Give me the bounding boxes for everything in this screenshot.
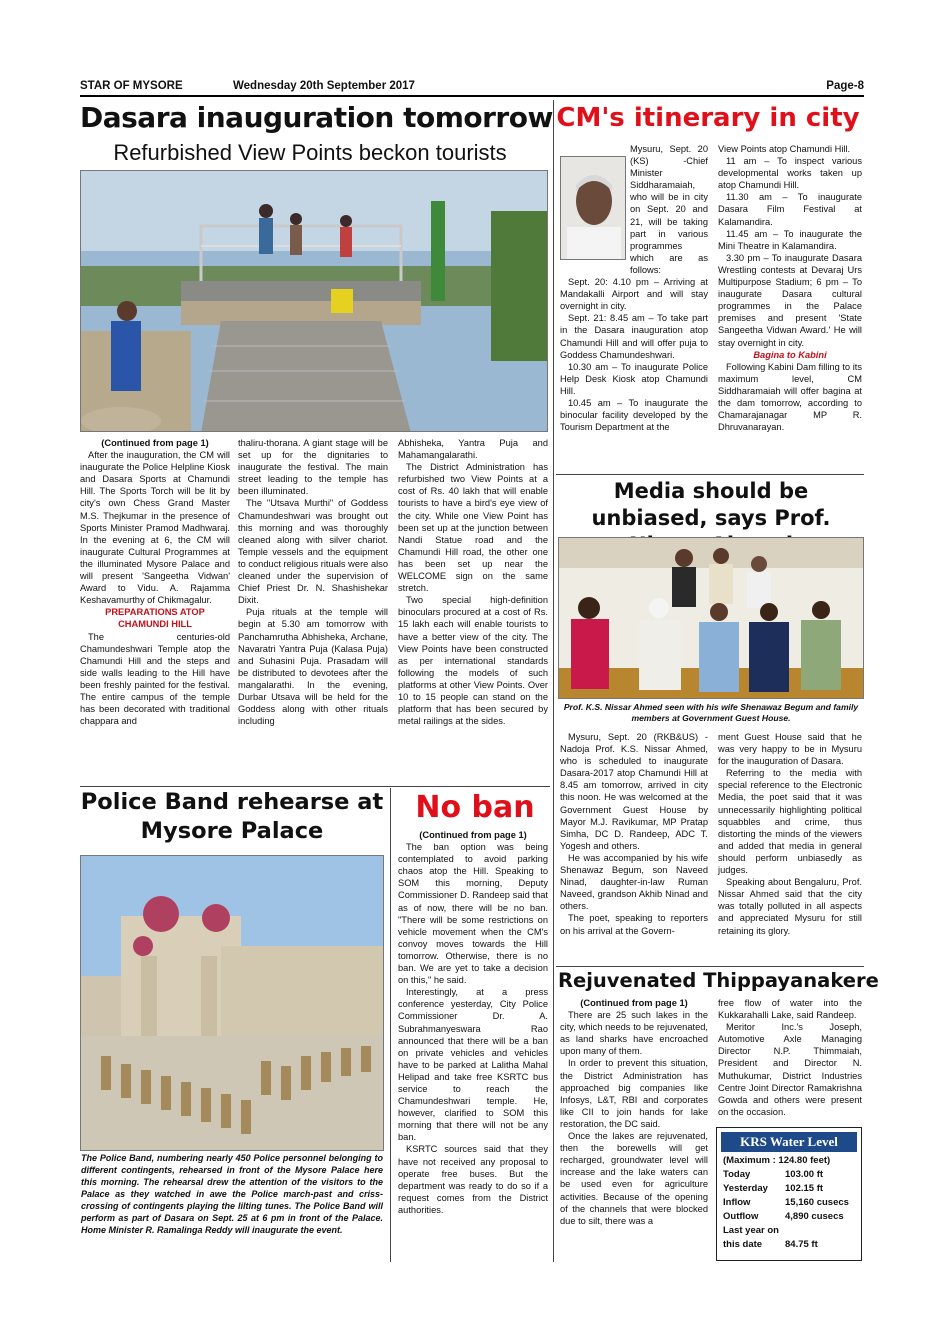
viewpoint-photo xyxy=(80,170,548,432)
paragraph: The "Utsava Murthi" of Goddess Chamundeshwari was brought out this morning and was thoroughly cleaned along with silver chariot. Temple vessels and the equipment to conduct religious rituals were also cleaned under the supervision of Chief Priest Dr. N. Shashishekar Dixit. xyxy=(238,498,388,606)
krs-row: Today 103.00 ft xyxy=(723,1169,824,1180)
dasara-headline: Dasara inauguration tomorrow xyxy=(80,101,553,134)
paragraph: Referring to the media with special reference to the Electronic Media, the poet said that it was unnecessarily highlighting political squabbles and crime, thus distorting the minds of the viewers and added that media in general should perform unbiasedly as judges. xyxy=(718,768,862,876)
paragraph: Sept. 21: 8.45 am – To take part in the Dasara inauguration atop Chamundi Hill and will offer puja to Goddess Chamundeshwari. xyxy=(560,313,708,360)
continued-note: (Continued from page 1) xyxy=(419,830,527,840)
paragraph: The centuries-old Chamundeshwari Temple atop the Chamundi Hill and the steps and side walls leading to the Hill have been freshly painted for the festival. The entire campus of the temple has been decorated with traditional chappara and xyxy=(80,631,230,727)
family-photo-caption: Prof. K.S. Nissar Ahmed seen with his wife Shenawaz Begum and family members at Government Guest House. xyxy=(563,702,859,723)
paragraph: free flow of water into the Kukkarahalli Lake, said Randeep. xyxy=(718,998,862,1021)
paragraph: After the inauguration, the CM will inaugurate the Police Helpline Kiosk and Dasara Sports at Chamundi Hill. The Sports Torch will be lit by city's own Chess Grand Master M.S. Thejkumar in the presence of Sports Minister Pramod Madhwaraj. In the evening at 6, the CM will inaugurate Cultural Programmes at the illuminated Mysore Palace and will present 'Sangeetha Vidwan' Award to Vidu. A. Rajamma Keshavamurthy of Chikmagalur. xyxy=(80,450,230,606)
dasara-column-2 xyxy=(238,437,388,727)
police-headline: Police Band rehearse at Mysore Palace xyxy=(80,789,384,844)
masthead-rule xyxy=(80,95,864,97)
paragraph: The ban option was being contemplated to avoid parking chaos atop the Hill. Speaking to SOM this morning, Deputy Commissioner D. Randeep said that as of now, there will be no ban. "There will be some restrictions on vehicle movement when the CM's convoy moves towards the Hill tomorrow. Otherwise, there is no ban. We are yet to take a decision on this," he said. xyxy=(398,842,548,986)
krs-row: this date 84.75 ft xyxy=(723,1239,818,1250)
palace-photo xyxy=(80,855,384,1151)
family-photo xyxy=(558,537,864,699)
krs-row: Inflow 15,160 cusecs xyxy=(723,1197,849,1208)
paragraph: KSRTC sources said that they have not received any proposal to operate free buses. But the department was ready to do so if a request comes from the District authorities. xyxy=(398,1144,548,1215)
paragraph: 11.30 am – To inaugurate Dasara Film Festival at Kalamandira. xyxy=(718,192,862,227)
section-divider xyxy=(80,786,550,787)
column-divider xyxy=(553,100,554,1262)
paragraph: The District Administration has refurbished two View Points at a cost of Rs. 40 lakh that will enable tourists to have a bird's eye view of the city. While one View Point has been set up at the junction between Nandi Statue road and the Chamundi Hill road, the other one has been set up near the WELCOME sign on the same stretch. xyxy=(398,462,548,594)
paragraph: 11 am – To inspect various developmental works taken up atop Chamundi Hill. xyxy=(718,156,862,191)
paragraph: Two special high-definition binoculars procured at a cost of Rs. 15 lakh each will enable tourists to have a better view of the city. The View Points have been constructed as per international standards following the models of such platforms at other View Points. Over 10 to 15 people can stand on the platform that has been secured by metal railings at the sides. xyxy=(398,595,548,727)
subheading: Bagina to Kabini xyxy=(753,349,827,360)
subheading: PREPARATIONS ATOP CHAMUNDI HILL xyxy=(105,607,205,630)
continued-note: (Continued from page 1) xyxy=(580,998,688,1008)
noban-column xyxy=(398,829,548,1216)
continued-note: (Continued from page 1) xyxy=(101,438,209,448)
media-column-1 xyxy=(560,731,708,937)
media-column-2 xyxy=(718,731,862,937)
krs-row: Yesterday 102.15 ft xyxy=(723,1183,824,1194)
paragraph: Puja rituals at the temple will begin at 5.30 am tomorrow with Panchamrutha Abhisheka, Archane, Navaratri Yantra Puja (Kalasa Puja) and Suhasini Puja. Prasadam will be distributed to devotees after the mangalarathi. In the evening, Durbar Utsava will be held for the Goddess along with other rituals including xyxy=(238,607,388,727)
rejuv-column-1 xyxy=(560,997,708,1227)
krs-row: Outflow 4,890 cusecs xyxy=(723,1211,844,1222)
paragraph: In order to prevent this situation, the District Administration has approached big companies like Infosys, L&T, RBI and corporates like CII to join hands for lake restoration, the DC said. xyxy=(560,1058,708,1129)
paragraph: 11.45 am – To inaugurate the Mini Theatre in Kalamandira. xyxy=(718,228,862,251)
paragraph: Following Kabini Dam filling to its maximum level, CM Siddharamaiah will offer bagina at the dam tomorrow, according to Chamarajanagar MP R. Dhruvanarayan. xyxy=(718,361,862,433)
page-number: Page-8 xyxy=(826,80,864,92)
dasara-column-1 xyxy=(80,437,230,727)
paragraph: Abhisheka, Yantra Puja and Mahamangalarathi. xyxy=(398,438,548,461)
paragraph: Once the lakes are rejuvenated, then the borewells will get recharged, groundwater level will increase and the lake waters can be used even for agriculture activities. Because of the opening of the channels that were blocked due to silt, there was a xyxy=(560,1131,708,1226)
issue-date: Wednesday 20th September 2017 xyxy=(233,80,415,92)
section-divider xyxy=(556,966,864,967)
paragraph: thaliru-thorana. A giant stage will be set up for the dignitaries to inaugurate the festival. The main street leading to the temple has been illuminated. xyxy=(238,438,388,497)
paragraph: Meritor Inc.'s Joseph, Automotive Axle Managing Director N.P. Thimmaiah, President and Director N. Muthukumar, District Industries Centre Joint Director Ramakrishna Gowda and others were present on the occasion. xyxy=(718,1022,862,1117)
paragraph: 10.30 am – To inaugurate Police Help Desk Kiosk atop Chamundi Hill. xyxy=(560,361,708,396)
krs-row: Last year on xyxy=(723,1225,779,1236)
paragraph: 3.30 pm – To inaugurate Dasara Wrestling contests at Devaraj Urs Multipurpose Stadium; 6 pm – To inaugurate Dasara cultural programmes in the Palace premises and present 'State Sangeetha Vidwan Award.' He will stay overnight in city. xyxy=(718,252,862,348)
paragraph: ment Guest House said that he was very happy to be in Mysuru for the inauguration of Dasara. xyxy=(718,732,862,767)
cm-intro: Mysuru, Sept. 20 (KS) -Chief Minister Siddharamaiah, who will be in city on Sept. 20 and 21, will be taking part in various programmes which are as follows: xyxy=(630,144,708,275)
krs-water-level-box xyxy=(716,1127,862,1261)
cm-headline: CM's itinerary in city xyxy=(556,103,860,133)
police-photo-caption: The Police Band, numbering nearly 450 Police personnel belonging to different contingents, rehearsed in front of the Mysore Palace here this morning. The rehearsal drew the attention of the visitors to the Palace as they watched in awe the Police march-past and criss-crossing of contingents playing the lilting tunes. The Police Band will perform as part of Dasara on Sept. 25 at 6 pm in front of the Palace. Home Minister R. Ramalinga Reddy will inaugurate the event. xyxy=(81,1153,383,1235)
dasara-column-3 xyxy=(398,437,548,727)
paragraph: The poet, speaking to reporters on his arrival at the Govern- xyxy=(560,913,708,936)
paragraph: Speaking about Bengaluru, Prof. Nissar Ahmed said that the city was totally polluted in all aspects and appreciated Mysuru for still retaining its glory. xyxy=(718,877,862,936)
cm-column-2 xyxy=(718,143,862,433)
rejuv-headline: Rejuvenated Thippayanakere xyxy=(558,969,879,992)
column-divider xyxy=(390,788,391,1262)
cm-column-1 xyxy=(560,143,708,433)
rejuv-column-2 xyxy=(718,997,862,1118)
paragraph: He was accompanied by his wife Shenawaz Begum, son Naveed Ninad, daughter-in-law Ruman Naveed, grandson Akhib Ninad and others. xyxy=(560,852,708,912)
dasara-subheadline: Refurbished View Points beckon tourists xyxy=(113,140,507,165)
krs-title: KRS Water Level xyxy=(721,1132,857,1152)
noban-headline: No ban xyxy=(415,790,535,825)
paragraph: View Points atop Chamundi Hill. xyxy=(718,144,851,154)
paragraph: Interestingly, at a press conference yesterday, City Police Commissioner Dr. A. Subrahmanyeswara Rao announced that there will be a ban on private vehicles and vehicles have to be parked at Lalitha Mahal Helipad and take free KSRTC bus service to reach the Chamundeshwari temple. He, however, clarified to SOM this morning that there will not be any ban. xyxy=(398,987,548,1143)
paragraph: There are 25 such lakes in the city, which needs to be rejuvenated, as land sharks have encroached upon many of them. xyxy=(560,1010,708,1057)
masthead xyxy=(80,80,864,94)
paragraph: 10.45 am – To inaugurate the binocular facility developed by the Tourism Department at the xyxy=(560,397,708,433)
paragraph: Sept. 20: 4.10 pm – Arriving at Mandakalli Airport and will stay overnight in city. xyxy=(560,277,708,312)
paper-name: STAR OF MYSORE xyxy=(80,80,183,92)
paragraph: Mysuru, Sept. 20 (RKB&US) - Nadoja Prof. K.S. Nissar Ahmed, who is scheduled to inaugurate Dasara-2017 atop Chamundi Hill at 8.45 am tomorrow, arrived in city this noon. He was welcomed at the Government Guest House by Mayor M.J. Ravikumar, MP Pratap Simha, DC D. Randeep, ADC T. Yogesh and others. xyxy=(560,732,708,851)
krs-max: (Maximum : 124.80 feet) xyxy=(723,1155,831,1166)
section-divider xyxy=(556,474,864,475)
media-headline: Media should be unbiased, says Prof. xyxy=(591,479,831,530)
